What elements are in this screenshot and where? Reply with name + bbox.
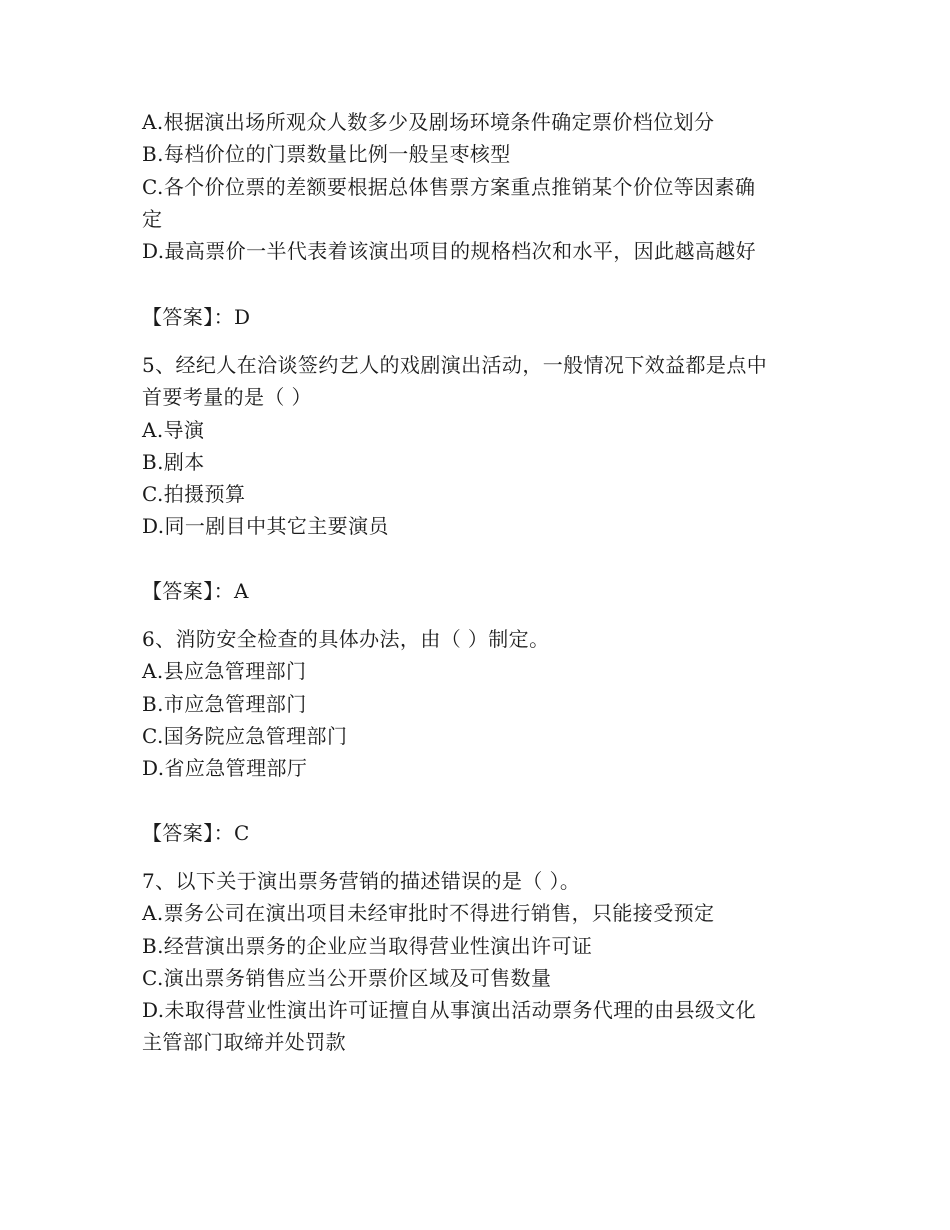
question-7-stem: 7、以下关于演出票务营销的描述错误的是（ ）。	[142, 869, 581, 893]
question-5	[142, 349, 822, 543]
option-a: A.票务公司在演出项目未经审批时不得进行销售，只能接受预定	[142, 901, 715, 926]
option-d: D.未取得营业性演出许可证擅自从事演出活动票务代理的由县级文化	[142, 998, 757, 1023]
option-d: D.同一剧目中其它主要演员	[142, 514, 389, 539]
option-c: C.拍摄预算	[142, 482, 246, 507]
question-7	[142, 865, 822, 1059]
option-a: A.县应急管理部门	[142, 659, 307, 684]
question-5-stem-continued: 首要考量的是（ ）	[142, 385, 312, 410]
answer-6: 【答案】：C	[142, 821, 250, 845]
option-c: C.各个价位票的差额要根据总体售票方案重点推销某个价位等因素确	[142, 174, 756, 199]
option-c: C.国务院应急管理部门	[142, 723, 348, 748]
option-a: A.根据演出场所观众人数多少及剧场环境条件确定票价档位划分	[142, 110, 715, 134]
answer-4: 【答案】：D	[142, 305, 251, 329]
option-d-continued: 主管部门取缔并处罚款	[142, 1030, 346, 1055]
option-d: D.最高票价一半代表着该演出项目的规格档次和水平，因此越高越好	[142, 239, 757, 264]
option-a: A.导演	[142, 417, 205, 442]
option-c-continued: 定	[142, 206, 163, 231]
answer-5: 【答案】：A	[142, 579, 249, 603]
question-5-stem: 5、经纪人在洽谈签约艺人的戏剧演出活动，一般情况下效益都是点中	[142, 353, 768, 377]
option-b: B.市应急管理部门	[142, 691, 307, 716]
question-6	[142, 623, 822, 784]
option-c: C.演出票务销售应当公开票价区域及可售数量	[142, 965, 552, 990]
option-d: D.省应急管理部厅	[142, 756, 308, 781]
question-4-options	[142, 106, 822, 267]
option-b: B.每档价位的门票数量比例一般呈枣核型	[142, 142, 511, 167]
option-b: B.剧本	[142, 449, 205, 474]
option-b: B.经营演出票务的企业应当取得营业性演出许可证	[142, 933, 593, 958]
question-6-stem: 6、消防安全检查的具体办法，由（ ）制定。	[142, 627, 550, 651]
